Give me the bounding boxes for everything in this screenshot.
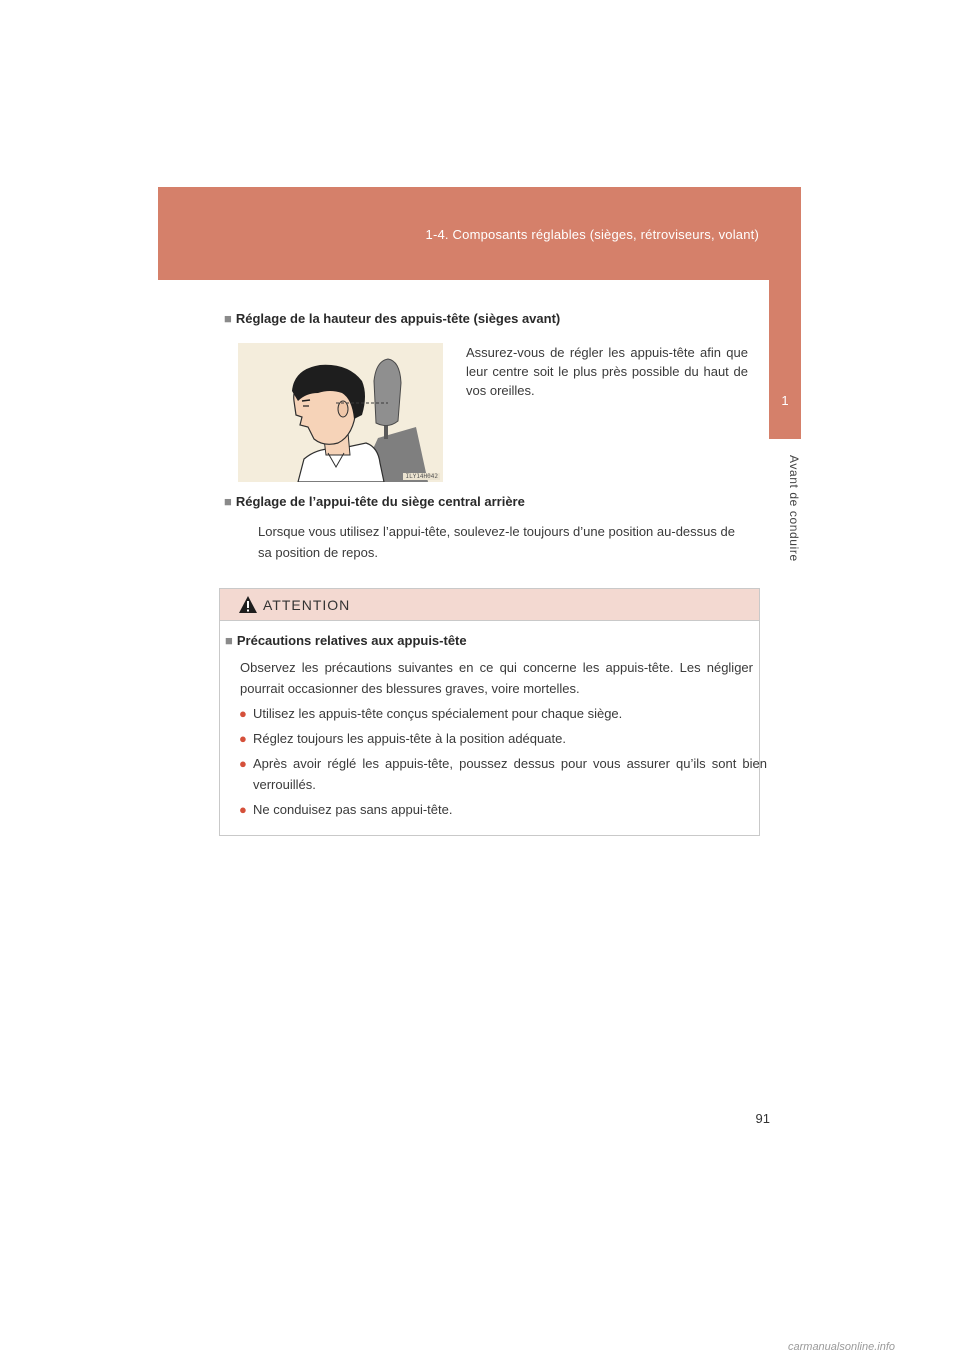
warning-bullet: [239, 728, 767, 749]
warning-bullet: [239, 753, 767, 795]
figure-caption: Assurez-vous de régler les appuis-tête afin que leur centre soit le plus près possible du haut de vos oreilles.: [466, 345, 748, 398]
bullet-dot-icon: ●: [239, 731, 247, 746]
section-title: 1-4. Composants réglables (sièges, rétroviseurs, volant): [425, 227, 759, 242]
section2-body: Lorsque vous utilisez l’appui-tête, soulevez-le toujours d’une position au-dessus de sa position de repos.: [258, 524, 735, 560]
section2-heading-text: Réglage de l’appui-tête du siège central arrière: [235, 494, 525, 509]
headrest: [374, 359, 401, 426]
warning-bullet-text: Réglez toujours les appuis-tête à la position adéquate.: [253, 731, 566, 746]
warning-box: [219, 588, 767, 836]
warning-bullet: [239, 799, 767, 820]
figure-code: ILY14H042: [405, 473, 438, 480]
bullet-dot-icon: ●: [239, 756, 247, 771]
square-bullet-icon: ■: [224, 494, 232, 509]
warning-title: ATTENTION: [263, 597, 351, 613]
headrest-illustration: [238, 343, 443, 482]
warning-heading-text: Précautions relatives aux appuis-tête: [236, 633, 467, 648]
headrest-drawing: [238, 343, 443, 482]
square-bullet-icon: ■: [225, 633, 233, 648]
warning-header: [220, 589, 759, 621]
chapter-tab: [769, 280, 801, 439]
section1-heading: [224, 311, 560, 326]
section2-heading: [224, 494, 525, 509]
warning-triangle-icon: [238, 595, 258, 614]
warning-bullet-text: Utilisez les appuis-tête conçus spécialement pour chaque siège.: [253, 706, 623, 721]
header-band: [158, 187, 801, 280]
warning-bullet: [239, 703, 767, 724]
page-number: 91: [755, 1111, 770, 1126]
square-bullet-icon: ■: [224, 311, 232, 326]
chapter-number: 1: [781, 393, 789, 408]
warning-heading: [225, 633, 467, 648]
warning-bullet-text: Ne conduisez pas sans appui-tête.: [253, 802, 453, 817]
section1-heading-text: Réglage de la hauteur des appuis-tête (sièges avant): [235, 311, 561, 326]
eyebrow: [302, 400, 310, 401]
watermark: carmanualsonline.info: [788, 1341, 896, 1353]
chapter-label: Avant de conduire: [787, 454, 801, 562]
warning-intro: Observez les précautions suivantes en ce qui concerne les appuis-tête. Les négliger pourrait occasionner des blessures graves, voire mortelles.: [240, 660, 753, 696]
warning-bullet-text: Après avoir réglé les appuis-tête, poussez dessus pour vous assurer qu’ils sont bien verrouillés.: [253, 756, 767, 792]
bullet-dot-icon: ●: [239, 706, 247, 721]
bullet-dot-icon: ●: [239, 802, 247, 817]
